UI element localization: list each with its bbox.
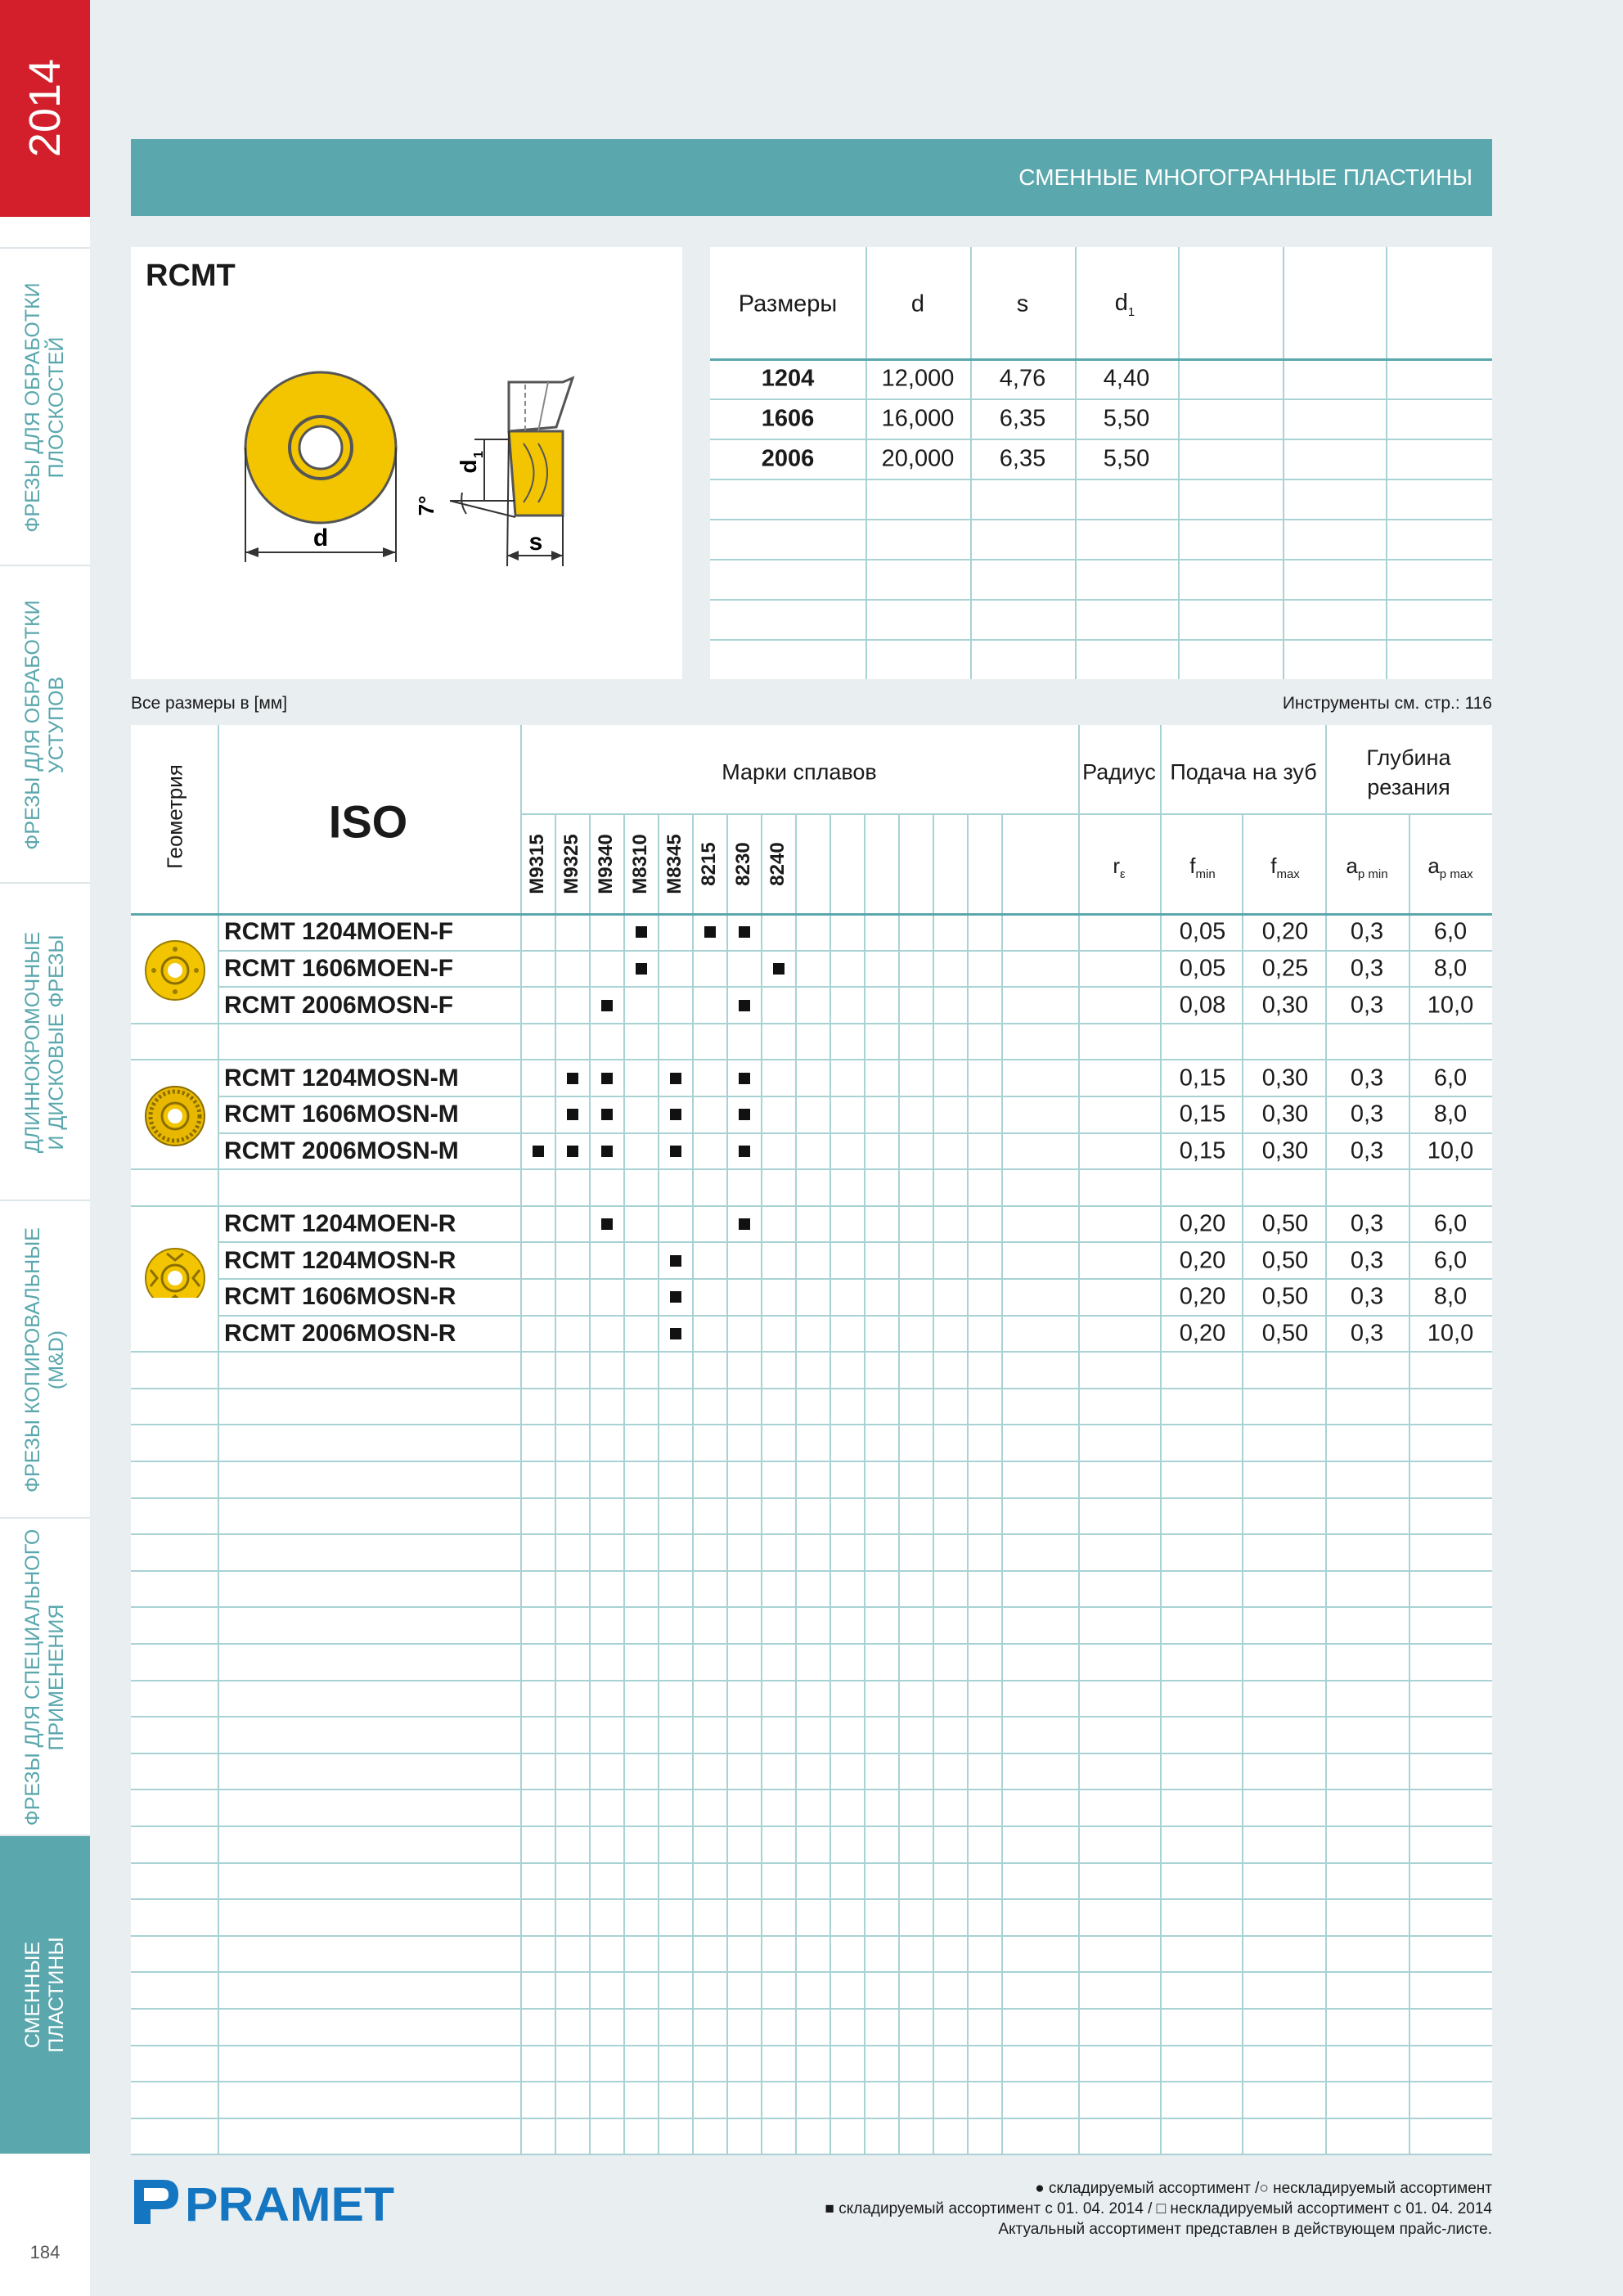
stock-mark bbox=[739, 1146, 750, 1157]
sidebar-item-label: ФРЕЗЫ ДЛЯ ОБРАБОТКИ ПЛОСКОСТЕЙ bbox=[21, 282, 68, 533]
iso-code: RCMT 1204MOSN-M bbox=[224, 1064, 459, 1092]
grid-line bbox=[131, 1971, 1492, 1973]
stock-mark bbox=[567, 1146, 578, 1157]
stock-mark bbox=[670, 1073, 681, 1084]
sidebar-item-inserts[interactable] bbox=[0, 1835, 90, 2154]
stock-mark bbox=[739, 1218, 750, 1230]
value-cell: 0,3 bbox=[1350, 955, 1384, 982]
grid-line bbox=[131, 1351, 1492, 1353]
grid-line bbox=[218, 1132, 1492, 1134]
grid-line bbox=[131, 1789, 1492, 1790]
value-cell: 0,15 bbox=[1179, 1137, 1226, 1164]
stock-mark bbox=[636, 963, 647, 975]
value-cell: 6,0 bbox=[1433, 1247, 1468, 1274]
stock-mark bbox=[739, 1000, 750, 1011]
page-number: 184 bbox=[29, 2242, 61, 2262]
sidebar-item-copy-milling[interactable] bbox=[0, 1200, 90, 1519]
sidebar-item-label: ФРЕЗЫ КОПИРОВАЛЬНЫЕ (M&D) bbox=[21, 1227, 68, 1492]
value-cell: 0,15 bbox=[1179, 1065, 1226, 1092]
stock-mark bbox=[601, 1073, 613, 1084]
legend-pricelist: Актуальный ассортимент представлен в действующем прайс-листе. bbox=[998, 2221, 1492, 2238]
dim-label-d: d bbox=[312, 524, 329, 551]
value-cell: 0,20 bbox=[1179, 1210, 1226, 1237]
grid-line bbox=[131, 1388, 1492, 1389]
grid-line bbox=[131, 1680, 1492, 1681]
value-cell: 10,0 bbox=[1427, 992, 1474, 1018]
grid-line bbox=[218, 1241, 1492, 1243]
value-cell: 0,08 bbox=[1179, 992, 1226, 1018]
section-title: СМЕННЫЕ МНОГОГРАННЫЕ ПЛАСТИНЫ bbox=[1018, 164, 1472, 190]
grid-line bbox=[131, 1862, 1492, 1864]
iso-code: RCMT 1606MOSN-R bbox=[224, 1283, 456, 1311]
grid-line bbox=[967, 813, 969, 2154]
value-cell: 0,3 bbox=[1350, 1101, 1384, 1128]
dims-cell: 12,000 bbox=[881, 365, 955, 392]
grid-line bbox=[131, 2118, 1492, 2119]
dimensions-table bbox=[710, 247, 1492, 679]
sidebar-item-long-edge-disc[interactable] bbox=[0, 882, 90, 1201]
value-cell: 8,0 bbox=[1433, 955, 1468, 982]
grid-line bbox=[761, 813, 762, 2154]
iso-header: ISO bbox=[328, 795, 408, 848]
grid-line bbox=[131, 2008, 1492, 2010]
value-cell: 0,50 bbox=[1261, 1320, 1309, 1347]
sidebar-item-label: ДЛИННОКРОМОЧНЫЕ И ДИСКОВЫЕ ФРЕЗЫ bbox=[21, 931, 68, 1154]
legend-stock-2014: ■ складируемый ассортимент с 01. 04. 2014 / □ нескладируемый ассортимент с 01. 04. 2014 bbox=[825, 2200, 1492, 2217]
value-cell: 0,3 bbox=[1350, 1320, 1384, 1347]
grid-line bbox=[864, 813, 865, 2154]
iso-code: RCMT 1606MOSN-M bbox=[224, 1101, 459, 1128]
value-cell: 8,0 bbox=[1433, 1101, 1468, 1128]
iso-code: RCMT 2006MOSN-F bbox=[224, 991, 454, 1019]
dims-cell: 5,50 bbox=[1103, 405, 1150, 432]
grid-line bbox=[1001, 813, 1003, 2154]
section-header bbox=[131, 139, 1492, 216]
stock-mark bbox=[739, 1073, 750, 1084]
grid-line bbox=[131, 1716, 1492, 1717]
stock-mark bbox=[670, 1255, 681, 1267]
dims-header-size: Размеры bbox=[738, 290, 838, 317]
grid-line bbox=[131, 1424, 1492, 1425]
sidebar-item-label: ФРЕЗЫ ДЛЯ ОБРАБОТКИ УСТУПОВ bbox=[21, 600, 68, 850]
grid-line bbox=[898, 813, 900, 2154]
iso-code: RCMT 1204MOEN-F bbox=[224, 918, 454, 946]
dims-cell: 6,35 bbox=[999, 405, 1046, 432]
value-cell: 0,20 bbox=[1261, 918, 1309, 945]
value-cell: 0,20 bbox=[1179, 1247, 1226, 1274]
grid-line bbox=[131, 1023, 1492, 1024]
insert-name: RCMT bbox=[146, 259, 236, 293]
stock-mark bbox=[670, 1146, 681, 1157]
geometry-m-icon bbox=[146, 1087, 205, 1146]
fmax-subheader: $f_{max}$ bbox=[1270, 853, 1300, 882]
dims-header-d1: $d_1$ bbox=[1114, 290, 1135, 319]
sidebar-item-label: ФРЕЗЫ ДЛЯ СПЕЦИАЛЬНОГО ПРИМЕНЕНИЯ bbox=[21, 1528, 68, 1826]
grid-line bbox=[131, 1497, 1492, 1499]
stock-mark bbox=[601, 1109, 613, 1120]
grid-line bbox=[623, 813, 625, 2154]
grid-line bbox=[520, 725, 522, 2154]
grade-label: 8240 bbox=[767, 842, 789, 886]
stock-mark bbox=[704, 926, 716, 938]
value-cell: 0,50 bbox=[1261, 1247, 1309, 1274]
grade-label: 8215 bbox=[698, 842, 720, 886]
dims-cell: 1606 bbox=[761, 405, 815, 432]
grade-label: M8310 bbox=[629, 834, 651, 894]
brand-name: PRAMET bbox=[185, 2178, 394, 2226]
grid-line bbox=[131, 1935, 1492, 1937]
value-cell: 0,05 bbox=[1179, 918, 1226, 945]
grade-label: M8345 bbox=[663, 834, 686, 894]
stock-mark bbox=[601, 1146, 613, 1157]
iso-code: RCMT 1204MOEN-R bbox=[224, 1210, 456, 1238]
dim-label-s: s bbox=[528, 529, 543, 556]
value-cell: 0,3 bbox=[1350, 918, 1384, 945]
sidebar-item-special[interactable] bbox=[0, 1517, 90, 1836]
grid-line bbox=[131, 1533, 1492, 1535]
value-cell: 10,0 bbox=[1427, 1137, 1474, 1164]
grades-header: Марки сплавов bbox=[722, 759, 877, 785]
geometry-icons bbox=[131, 725, 221, 1298]
stock-mark bbox=[739, 926, 750, 938]
grid-line bbox=[131, 1461, 1492, 1462]
grid-line bbox=[131, 1898, 1492, 1900]
value-cell: 0,30 bbox=[1261, 1101, 1309, 1128]
geometry-r-icon bbox=[146, 1249, 205, 1298]
value-cell: 0,20 bbox=[1179, 1283, 1226, 1310]
geometry-f-icon bbox=[146, 941, 205, 1000]
feed-header: Подача на зуб bbox=[1170, 759, 1317, 785]
grid-line bbox=[795, 813, 797, 2154]
grid-line bbox=[131, 2154, 1492, 2155]
grid-line bbox=[131, 1753, 1492, 1754]
dims-cell: 2006 bbox=[761, 445, 815, 472]
value-cell: 0,25 bbox=[1261, 955, 1309, 982]
dims-cell: 4,40 bbox=[1103, 365, 1150, 392]
iso-code: RCMT 1204MOSN-R bbox=[224, 1246, 456, 1274]
iso-code: RCMT 2006MOSN-M bbox=[224, 1137, 459, 1164]
grid-line bbox=[1242, 813, 1243, 2154]
stock-mark bbox=[670, 1328, 681, 1339]
dims-cell: 1204 bbox=[761, 365, 815, 392]
stock-mark bbox=[533, 1146, 544, 1157]
grid-line bbox=[218, 1315, 1492, 1317]
stock-mark bbox=[773, 963, 785, 975]
value-cell: 0,3 bbox=[1350, 1137, 1384, 1164]
dims-header-s: s bbox=[1016, 290, 1029, 317]
grid-line bbox=[131, 913, 1492, 916]
grid-line bbox=[1325, 725, 1327, 2154]
depth-header: Глубина резания bbox=[1366, 745, 1451, 799]
grid-line bbox=[131, 1168, 1492, 1170]
stock-mark bbox=[739, 1109, 750, 1120]
value-cell: 0,3 bbox=[1350, 1210, 1384, 1237]
value-cell: 0,50 bbox=[1261, 1283, 1309, 1310]
tools-reference: Инструменты см. стр.: 116 bbox=[1282, 694, 1492, 713]
value-cell: 0,30 bbox=[1261, 992, 1309, 1018]
grid-line bbox=[218, 950, 1492, 952]
grade-label: M9315 bbox=[526, 834, 548, 894]
value-cell: 6,0 bbox=[1433, 918, 1468, 945]
grid-line bbox=[218, 1278, 1492, 1280]
grid-line bbox=[555, 813, 556, 2154]
iso-code: RCMT 1606MOEN-F bbox=[224, 954, 454, 982]
stock-mark bbox=[670, 1291, 681, 1303]
value-cell: 10,0 bbox=[1427, 1320, 1474, 1347]
value-cell: 0,20 bbox=[1179, 1320, 1226, 1347]
stock-mark bbox=[670, 1109, 681, 1120]
year-label: 2014 bbox=[20, 58, 70, 158]
grid-line bbox=[131, 1059, 1492, 1060]
stock-mark bbox=[601, 1218, 613, 1230]
grade-label: M9340 bbox=[595, 834, 617, 894]
apmin-subheader: $a_{p min}$ bbox=[1346, 853, 1388, 882]
value-cell: 0,15 bbox=[1179, 1101, 1226, 1128]
grid-line bbox=[131, 2045, 1492, 2046]
grid-line bbox=[589, 813, 591, 2154]
grid-line bbox=[520, 813, 1492, 815]
units-note: Все размеры в [мм] bbox=[131, 694, 288, 713]
value-cell: 0,3 bbox=[1350, 1283, 1384, 1310]
sidebar-item-shoulder-milling[interactable] bbox=[0, 565, 90, 884]
grid-line bbox=[218, 986, 1492, 988]
sidebar-item-label: СМЕННЫЕ ПЛАСТИНЫ bbox=[21, 1937, 68, 2053]
dim-label-d1: d bbox=[456, 459, 481, 474]
sidebar bbox=[0, 0, 90, 2296]
iso-code: RCMT 2006MOSN-R bbox=[224, 1319, 456, 1347]
radius-subheader: $r_\varepsilon$ bbox=[1113, 853, 1126, 882]
year-badge bbox=[0, 0, 90, 217]
grid-line bbox=[218, 1096, 1492, 1097]
fmin-subheader: $f_{min}$ bbox=[1189, 853, 1216, 882]
grid-line bbox=[1409, 813, 1410, 2154]
stock-mark bbox=[601, 1000, 613, 1011]
grid-line bbox=[131, 1570, 1492, 1572]
grade-label: M9325 bbox=[560, 834, 582, 894]
dims-cell: 4,76 bbox=[999, 365, 1046, 392]
dim-label-angle: 7° bbox=[414, 495, 438, 516]
value-cell: 8,0 bbox=[1433, 1283, 1468, 1310]
value-cell: 0,3 bbox=[1350, 992, 1384, 1018]
dims-cell: 20,000 bbox=[881, 445, 955, 472]
apmax-subheader: $a_{p max}$ bbox=[1427, 853, 1473, 882]
value-cell: 6,0 bbox=[1433, 1210, 1468, 1237]
grid-line bbox=[692, 813, 694, 2154]
value-cell: 0,50 bbox=[1261, 1210, 1309, 1237]
insert-drawing bbox=[131, 247, 682, 679]
inserts-table bbox=[131, 725, 1492, 2154]
legend-stock: ● складируемый ассортимент /○ нескладируемый ассортимент bbox=[1035, 2180, 1492, 2197]
grid-line bbox=[658, 813, 659, 2154]
stock-mark bbox=[567, 1109, 578, 1120]
grid-line bbox=[131, 1606, 1492, 1608]
grid-line bbox=[1078, 725, 1080, 2154]
pramet-logo bbox=[131, 2177, 401, 2226]
insert-drawing-panel bbox=[131, 247, 682, 679]
dims-cell: 6,35 bbox=[999, 445, 1046, 472]
value-cell: 0,30 bbox=[1261, 1137, 1309, 1164]
dims-cell: 16,000 bbox=[881, 405, 955, 432]
grid-line bbox=[829, 813, 831, 2154]
radius-header: Радиус bbox=[1082, 759, 1156, 785]
grid-line bbox=[933, 813, 934, 2154]
grade-label: 8230 bbox=[732, 842, 754, 886]
stock-mark bbox=[567, 1073, 578, 1084]
grid-line bbox=[131, 2081, 1492, 2082]
dims-header-d: d bbox=[910, 290, 925, 317]
grid-line bbox=[131, 1205, 1492, 1207]
dim-label-d1-sub: 1 bbox=[472, 451, 486, 458]
geometry-header: Геометрия bbox=[162, 764, 187, 869]
value-cell: 0,3 bbox=[1350, 1065, 1384, 1092]
value-cell: 0,05 bbox=[1179, 955, 1226, 982]
grid-line bbox=[131, 1826, 1492, 1827]
grid-line bbox=[131, 1643, 1492, 1645]
value-cell: 0,3 bbox=[1350, 1247, 1384, 1274]
value-cell: 6,0 bbox=[1433, 1065, 1468, 1092]
sidebar-item-face-milling[interactable] bbox=[0, 247, 90, 566]
stock-mark bbox=[636, 926, 647, 938]
dims-cell: 5,50 bbox=[1103, 445, 1150, 472]
grid-line bbox=[1160, 725, 1162, 2154]
grid-line bbox=[726, 813, 728, 2154]
value-cell: 0,30 bbox=[1261, 1065, 1309, 1092]
